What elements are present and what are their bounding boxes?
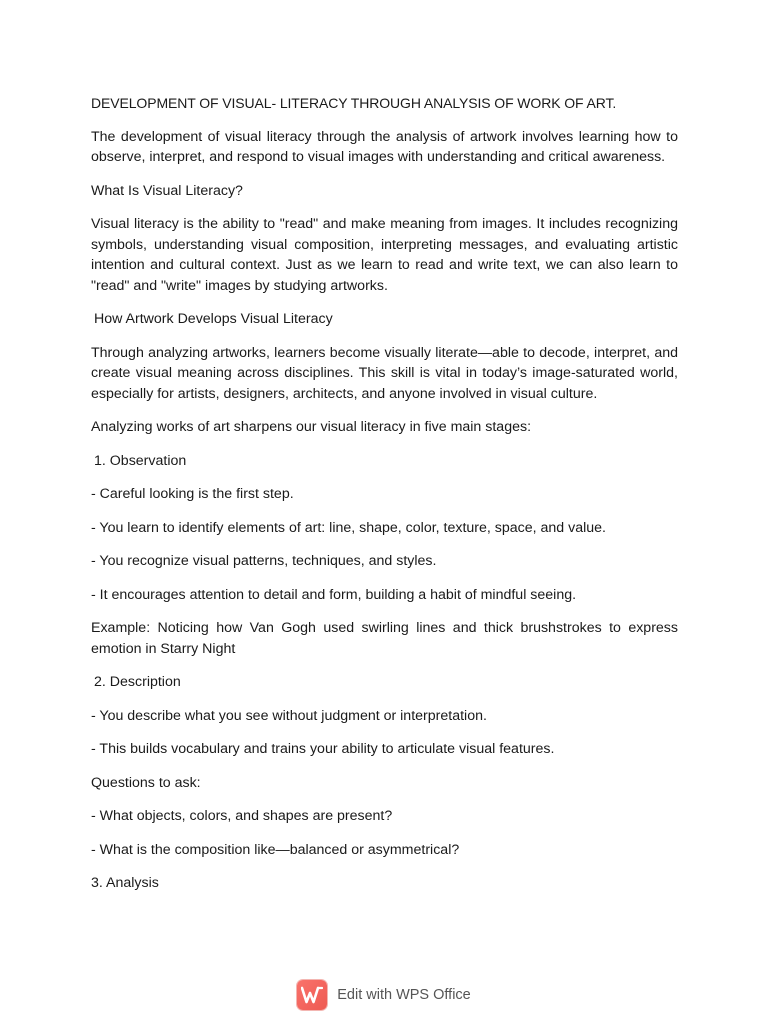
stage1-bullet: - You recognize visual patterns, techniques, and styles.	[91, 553, 437, 569]
questions-heading: Questions to ask:	[91, 774, 201, 791]
document-page	[91, 93, 678, 907]
stage2-heading: 2. Description	[94, 674, 181, 690]
wps-w-glyph-icon	[301, 986, 323, 1004]
edit-with-wps-link[interactable]: Edit with WPS Office	[337, 987, 471, 1003]
question-item: - What is the composition like—balanced or asymmetrical?	[91, 841, 460, 858]
heading-how-artwork-develops: How Artwork Develops Visual Literacy	[94, 311, 333, 327]
question-item: - What objects, colors, and shapes are present?	[91, 808, 393, 824]
wps-office-logo-icon[interactable]	[297, 980, 327, 1010]
paragraph-what-is-visual-literacy: Visual literacy is the ability to "read" and make meaning from images. It includes recognizing symbols, understanding visual composition, interpreting messages, and evaluating artistic intention and cultural context. Just as we learn to read and write text, we can also learn to "read" and "write" images by studying artworks.	[91, 216, 678, 294]
stage1-bullet: - Careful looking is the first step.	[91, 486, 294, 502]
wps-footer[interactable]	[0, 978, 768, 1012]
stage1-bullet: - You learn to identify elements of art: line, shape, color, texture, space, and value.	[91, 519, 607, 536]
stage1-bullet: - It encourages attention to detail and form, building a habit of mindful seeing.	[91, 586, 577, 603]
stage1-example: Example: Noticing how Van Gogh used swirling lines and thick brushstrokes to express emotion in Starry Night	[91, 620, 678, 657]
stages-intro: Analyzing works of art sharpens our visual literacy in five main stages:	[91, 419, 532, 435]
stage3-heading: 3. Analysis	[91, 875, 159, 891]
paragraph-how-artwork-develops: Through analyzing artworks, learners become visually literate—able to decode, interpret, and create visual meaning across disciplines. This skill is vital in today’s image-saturated world, especially for artists, designers, architects, and anyone involved in visual culture.	[91, 344, 678, 402]
stage1-heading: 1. Observation	[94, 452, 187, 469]
stage2-bullet: - This builds vocabulary and trains your ability to articulate visual features.	[91, 741, 555, 757]
heading-what-is-visual-literacy: What Is Visual Literacy?	[91, 182, 243, 199]
stage2-bullet: - You describe what you see without judgment or interpretation.	[91, 707, 487, 724]
document-title: DEVELOPMENT OF VISUAL- LITERACY THROUGH ANALYSIS OF WORK OF ART.	[91, 95, 617, 111]
intro-paragraph: The development of visual literacy through the analysis of artwork involves learning how to observe, interpret, and respond to visual images with understanding and critical awareness.	[91, 128, 678, 165]
